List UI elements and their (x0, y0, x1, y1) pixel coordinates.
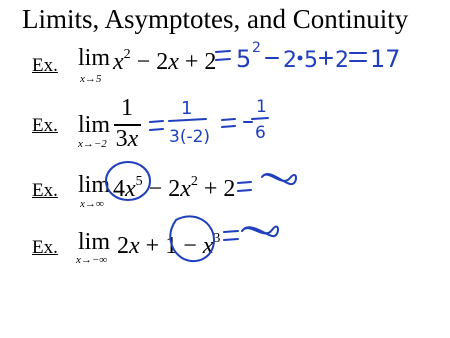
svg-text:3(-2): 3(-2) (169, 127, 211, 147)
example-2-approach: x→−2 (78, 138, 107, 150)
example-1-expression: $x^2 - 2x + 2$ (113, 47, 217, 75)
svg-text:1: 1 (256, 97, 267, 117)
example-2-numerator: 1 (121, 95, 133, 121)
example-2-denominator: 3x (115, 126, 139, 152)
example-2-handwritten-answer (150, 97, 268, 147)
svg-text:1: 1 (181, 98, 193, 119)
example-1-lim: lim (78, 45, 111, 71)
slide-title: Limits, Asymptotes, and Continuity (22, 4, 409, 34)
example-4-approach: x→−∞ (76, 254, 108, 266)
example-1-label: Ex. (32, 55, 58, 76)
example-1-approach: x→5 (80, 73, 102, 85)
svg-text:17: 17 (370, 45, 401, 73)
example-3-expression: $4x^5 - 2x^2 + 2$ (113, 174, 236, 202)
svg-text:6: 6 (255, 123, 266, 143)
svg-text:2: 2 (252, 40, 261, 56)
example-3-handwritten-answer (106, 162, 296, 200)
example-2-lim: lim (78, 112, 111, 138)
svg-text:2: 2 (283, 48, 297, 73)
example-4-lim: lim (78, 229, 111, 255)
example-4-expression: $2x + 1 - x^3$ (117, 231, 221, 259)
svg-text:2: 2 (335, 48, 349, 73)
example-4-label: Ex. (32, 237, 58, 258)
example-3-approach: x→∞ (80, 198, 104, 210)
example-3-lim: lim (78, 172, 111, 198)
example-2-label: Ex. (32, 115, 58, 136)
example-4-handwritten-answer (170, 216, 278, 261)
example-3-label: Ex. (32, 180, 58, 201)
svg-text:5: 5 (236, 45, 252, 73)
example-1-handwritten-answer (216, 40, 401, 73)
svg-text:5: 5 (304, 48, 318, 73)
